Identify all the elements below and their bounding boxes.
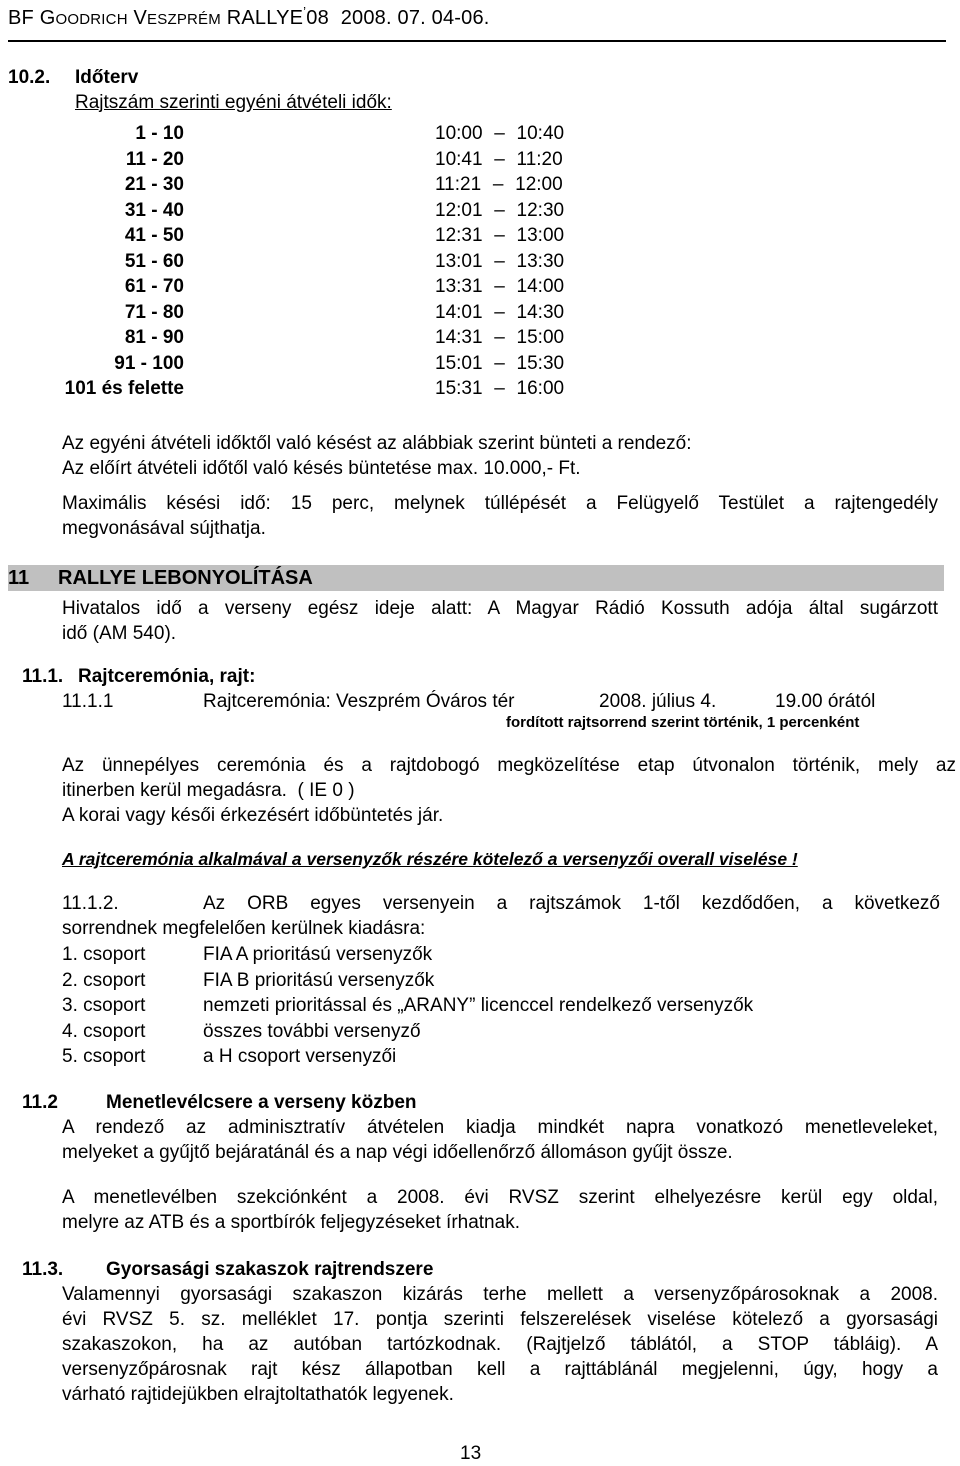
time-end: 15:30 <box>516 352 565 374</box>
waybill-paragraph-1-line-2: melyeket a gyűjtő bejáratánál és a nap végi időellenőrző állomáson gyűjt össze. <box>62 1142 733 1163</box>
time-start: 10:00 <box>435 123 483 144</box>
time-end: 13:00 <box>516 225 565 246</box>
time-dash: – <box>492 174 504 195</box>
ceremony-paragraph-line-1: Az ünnepélyes ceremónia és a rajtdobogó megközelítése etap útvonalon történik, mely az <box>62 755 956 776</box>
start-system-line-5: várható rajtidejükben elrajtoltathatók legyenek. <box>62 1384 454 1405</box>
time-start: 10:41 <box>435 148 483 170</box>
header-dates: 2008. 07. 04-06. <box>340 7 490 29</box>
header-year: 08 <box>306 7 329 29</box>
time-window <box>435 172 563 197</box>
time-window <box>435 198 564 223</box>
time-start: 14:01 <box>435 301 483 323</box>
ceremony-paragraph-line-3: A korai vagy késői érkezésért időbüntetés jár. <box>62 805 444 826</box>
bib-range: 11 - 20 <box>125 148 184 170</box>
numbering-line-2: sorrendnek megfelelően kerülnek kiadásra: <box>62 918 426 939</box>
bib-range: 21 - 30 <box>124 174 184 195</box>
group-description: összes további versenyző <box>203 1020 421 1042</box>
bib-range: 101 és felette <box>64 378 184 399</box>
time-end: 11:20 <box>516 148 563 170</box>
time-start: 13:01 <box>435 250 483 272</box>
time-start: 12:01 <box>435 199 483 221</box>
ceremony-date: 2008. július 4. <box>599 691 717 712</box>
group-description: FIA A prioritású versenyzők <box>203 944 433 965</box>
time-end: 13:30 <box>516 250 565 272</box>
bib-range: 61 - 70 <box>124 276 184 297</box>
section-title-11-2: Menetlevélcsere a verseny közben <box>106 1092 417 1113</box>
time-end: 12:30 <box>516 199 565 221</box>
start-system-line-2: évi RVSZ 5. sz. melléklet 17. pontja szerinti felszerelések viselése kötelező a gyorsasági <box>62 1309 938 1330</box>
penalty-line-2: Az előírt átvételi időtől való késés büntetése max. 10.000,- Ft. <box>62 458 581 479</box>
time-window <box>435 376 564 401</box>
time-end: 12:00 <box>515 174 563 195</box>
section-title-11: RALLYE LEBONYOLÍTÁSA <box>58 567 313 589</box>
ceremony-paragraph-line-2: itinerben kerül megadásra. ( IE 0 ) <box>62 780 355 801</box>
section-number-11-3: 11.3. <box>22 1259 64 1280</box>
time-window <box>435 325 564 350</box>
section-title-10-2: Időterv <box>75 67 139 88</box>
bib-range: 81 - 90 <box>124 327 184 348</box>
time-window <box>435 300 564 325</box>
time-start: 12:31 <box>435 225 483 246</box>
bib-range: 1 - 10 <box>135 123 184 144</box>
time-window <box>435 351 564 376</box>
subsection-number-11-1-1: 11.1.1 <box>62 691 114 712</box>
group-label: 3. csoport <box>62 995 146 1016</box>
time-dash: – <box>494 352 505 374</box>
penalty-line-1: Az egyéni átvételi időktől való késést az alábbiak szerint bünteti a rendező: <box>62 433 692 454</box>
timetable-subtitle: Rajtszám szerinti egyéni átvételi idők: <box>75 92 392 113</box>
time-start: 11:21 <box>435 174 482 195</box>
group-label: 4. csoport <box>62 1020 146 1042</box>
time-end: 16:00 <box>516 378 565 399</box>
time-dash: – <box>494 225 505 246</box>
section-title-11-1: Rajtceremónia, rajt: <box>78 666 256 687</box>
bib-range: 31 - 40 <box>124 199 184 221</box>
header-goodrich-initial: G <box>39 7 56 29</box>
page-number: 13 <box>460 1443 482 1464</box>
start-system-line-3: szakaszokon, ha az autóban tartózkodnak. (Rajtjelző táblától, a STOP tábláig). A <box>62 1334 938 1355</box>
ceremony-time: 19.00 órától <box>775 691 876 712</box>
time-start: 14:31 <box>435 327 483 348</box>
time-end: 15:00 <box>516 327 565 348</box>
page-header <box>8 0 946 42</box>
time-window <box>435 147 563 172</box>
group-description: a H csoport versenyzői <box>203 1046 397 1067</box>
header-apostrophe: ’ <box>303 4 307 19</box>
start-system-line-4: versenyzőpárosnak rajt kész állapotban kell a rajttáblánál megjelenni, úgy, hogy a <box>62 1359 938 1380</box>
bib-range: 41 - 50 <box>124 225 184 246</box>
waybill-paragraph-2-line-1: A menetlevélben szekciónként a 2008. évi RVSZ szerint elhelyezésre kerül egy oldal, <box>62 1187 938 1208</box>
time-start: 15:01 <box>435 352 483 374</box>
subsection-number-11-1-2: 11.1.2. <box>62 893 119 914</box>
start-system-line-1: Valamennyi gyorsasági szakaszon kizárás terhe mellett a versenyzőpárosoknak a 2008. <box>62 1284 938 1305</box>
waybill-paragraph-2-line-2: melyre az ATB és a sportbírók feljegyzéseket írhatnak. <box>62 1212 520 1233</box>
official-time-line-1: Hivatalos idő a verseny egész ideje alatt: A Magyar Rádió Kossuth adója által sugárzott <box>62 598 938 619</box>
time-start: 15:31 <box>435 378 483 399</box>
time-start: 13:31 <box>435 276 483 297</box>
section-number-10-2: 10.2. <box>8 67 51 88</box>
section-title-11-3: Gyorsasági szakaszok rajtrendszere <box>106 1259 434 1280</box>
time-dash: – <box>494 250 505 272</box>
time-dash: – <box>494 123 505 144</box>
time-window <box>435 274 564 299</box>
ceremony-note: fordított rajtsorrend szerint történik, 1 percenként <box>506 714 860 731</box>
overall-notice: A rajtceremónia alkalmával a versenyzők részére kötelező a versenyzői overall viselése ! <box>62 849 798 869</box>
max-delay-line-1: Maximális késési idő: 15 perc, melynek túllépését a Felügyelő Testület a rajtengedély <box>62 493 938 514</box>
bib-range: 51 - 60 <box>124 250 184 272</box>
time-window <box>435 121 564 146</box>
time-dash: – <box>494 199 505 221</box>
time-dash: – <box>494 378 505 399</box>
numbering-line-1: Az ORB egyes versenyein a rajtszámok 1-től kezdődően, a következő <box>203 893 940 914</box>
bib-range: 91 - 100 <box>114 352 184 374</box>
time-end: 14:00 <box>516 276 565 297</box>
header-goodrich-rest: OODRICH <box>55 11 128 28</box>
header-veszprem-rest: ESZPRÉM <box>147 11 221 28</box>
waybill-paragraph-1-line-1: A rendező az adminisztratív átvételen kiadja mindkét napra vonatkozó menetleveleket, <box>62 1117 938 1138</box>
section-number-11-2: 11.2 <box>22 1092 58 1113</box>
group-description: nemzeti prioritással és „ARANY” licenccel rendelkező versenyzők <box>203 995 754 1016</box>
header-title <box>8 4 490 34</box>
max-delay-line-2: megvonásával sújthatja. <box>62 518 266 539</box>
ceremony-place: Rajtceremónia: Veszprém Óváros tér <box>203 691 515 712</box>
time-end: 14:30 <box>516 301 565 323</box>
section-number-11-1: 11.1. <box>22 666 64 687</box>
time-dash: – <box>494 148 505 170</box>
header-rallye: RALLYE <box>226 7 304 29</box>
group-label: 1. csoport <box>62 944 146 965</box>
time-end: 10:40 <box>516 123 565 144</box>
time-dash: – <box>494 327 505 348</box>
group-label: 5. csoport <box>62 1046 146 1067</box>
official-time-line-2: idő (AM 540). <box>62 623 177 644</box>
header-bf: BF <box>8 7 34 29</box>
time-window <box>435 249 564 274</box>
group-label: 2. csoport <box>62 969 146 991</box>
bib-range: 71 - 80 <box>124 301 184 323</box>
header-veszprem-initial: V <box>133 7 148 29</box>
section-number-11: 11 <box>8 567 30 589</box>
time-dash: – <box>494 276 505 297</box>
time-dash: – <box>494 301 505 323</box>
group-description: FIA B prioritású versenyzők <box>203 969 435 991</box>
time-window <box>435 223 564 248</box>
